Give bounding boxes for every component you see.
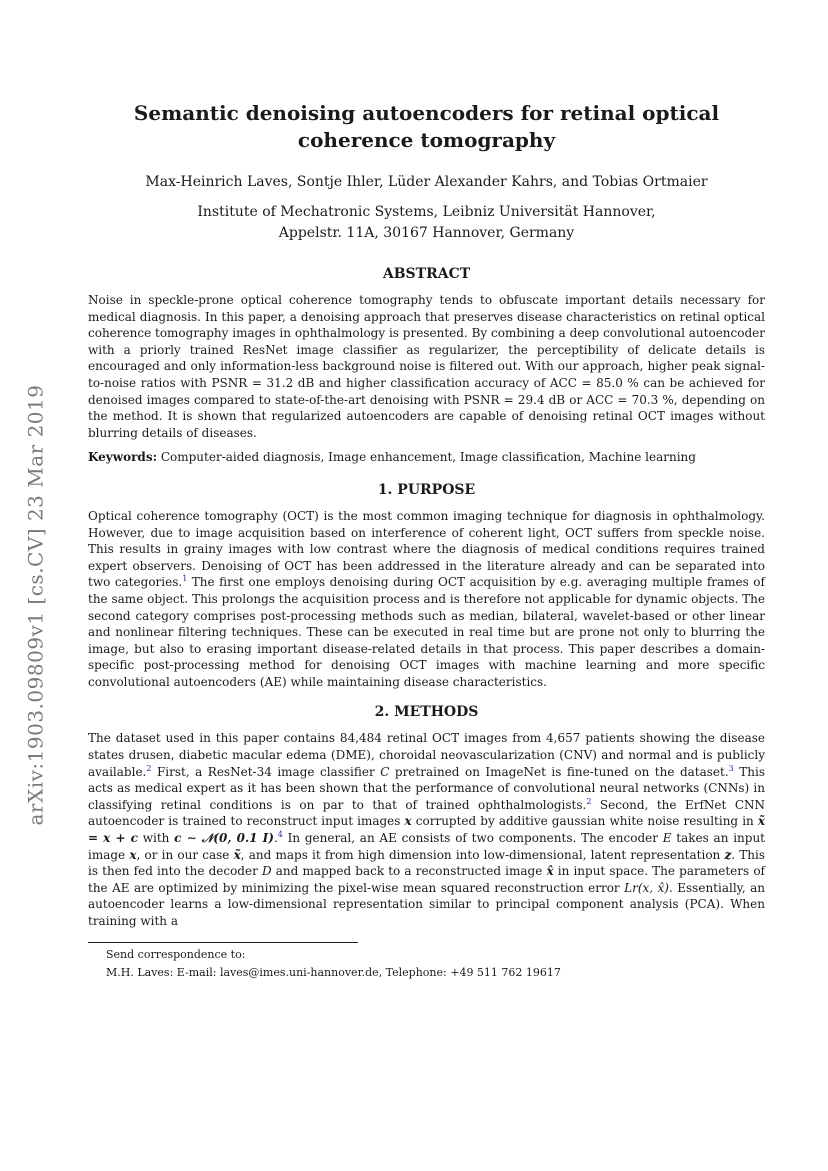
affiliation [88, 202, 765, 244]
purpose-text-part: Optical coherence tomography (OCT) is the most common imaging technique for diagnosis in ophthalmology. However, due to image acquisition based on interference of coherent light, OCT suffers from speckle noise. This results in grainy images with low contrast where the diagnosis of medical conditions requires trained expert observers. Denoising of OCT has been addressed in the literature already and can be separated into two categories. [88, 508, 765, 590]
methods-text-part: , or in our case [136, 847, 234, 862]
math-symbol: x̂ [546, 864, 554, 879]
methods-text-part: . [273, 831, 278, 846]
methods-text-part: . This is then fed into the decoder [88, 847, 766, 879]
section-heading-purpose: 1. PURPOSE [377, 481, 476, 498]
section-heading-methods: 2. METHODS [374, 704, 479, 721]
paper-title: Semantic denoising autoencoders for retinal optical coherence tomography [133, 101, 720, 152]
section-methods-text [88, 730, 765, 929]
math-equation: x̃ = x + c [88, 814, 765, 846]
abstract-heading: ABSTRACT [382, 266, 471, 282]
math-symbol: D [261, 864, 272, 879]
methods-text-part: corrupted by additive gaussian white noise resulting in [411, 814, 758, 829]
citation-link[interactable]: 3 [728, 763, 734, 773]
math-symbol: z [724, 847, 732, 862]
arxiv-stamp [20, 355, 50, 855]
keywords-label: Keywords: [88, 450, 158, 465]
methods-text-part: In general, an AE consists of two components. The encoder [282, 831, 663, 846]
math-symbol: x̃ [233, 847, 241, 862]
methods-text-part: and mapped back to a reconstructed image [271, 864, 547, 879]
footnote-line-1: Send correspondence to: [106, 948, 246, 961]
keywords [88, 449, 765, 466]
section-purpose-text [88, 508, 765, 691]
math-symbol: C [380, 764, 390, 779]
citation-link[interactable]: 2 [146, 763, 152, 773]
methods-text-part: with [137, 831, 175, 846]
paper-content [88, 100, 765, 930]
citation-link[interactable]: 4 [277, 830, 283, 840]
methods-text-part: First, a ResNet-34 image classifier [151, 764, 381, 779]
math-equation: c ∼ 𝒩(0, 0.1 I) [174, 831, 274, 846]
footnote-line-2: M.H. Laves: E-mail: laves@imes.uni-hannover.de, Telephone: +49 511 762 19617 [106, 966, 561, 979]
math-symbol: x [404, 814, 412, 829]
methods-text-part: The dataset used in this paper contains 84,484 retinal OCT images from 4,657 patients showing the disease states drusen, diabetic macular edema (DME), choroidal neovascularization (CNV) and normal and is publicly available. [88, 731, 765, 779]
correspondence-footnote [106, 946, 706, 982]
citation-link[interactable]: 1 [182, 574, 188, 584]
arxiv-identifier: arXiv:1903.09809v1 [cs.CV] 23 Mar 2019 [23, 384, 48, 826]
math-symbol: x [129, 847, 137, 862]
methods-text-part: Second, the ErfNet CNN autoencoder is trained to reconstruct input images [88, 797, 765, 829]
purpose-text-part: The first one employs denoising during OCT acquisition by e.g. averaging multiple frames of the same object. This prolongs the acquisition process and is therefore not applicable for dynamic objects. The second category comprises post-processing methods such as median, bilateral, wavelet-based or other linear and nonlinear filtering techniques. These can be executed in real time but are prone not only to blurring the image, but also to erasing important disease-related details in that process. This paper describes a domain-specific post-processing method for denoising OCT images with machine learning and more specific convolutional autoencoders (AE) while maintaining disease characteristics. [88, 575, 765, 689]
affiliation-line-1: Institute of Mechatronic Systems, Leibniz Universität Hannover, [197, 204, 656, 220]
footnote-divider [88, 942, 358, 943]
methods-text-part: takes an input image [88, 831, 766, 862]
abstract-text: Noise in speckle-prone optical coherence tomography tends to obfuscate important details necessary for medical diagnosis. In this paper, a denoising approach that preserves disease characteristics on retinal optical coherence tomography images in ophthalmology is presented. By combining a deep convolutional autoencoder with a priorly trained ResNet image classifier as regularizer, the perceptibility of delicate details is encouraged and only information-less background noise is filtered out. With our approach, higher peak signal-to-noise ratios with PSNR = 31.2 dB and higher classification accuracy of ACC = 85.0 % can be achieved for denoised images compared to state-of-the-art denoising with PSNR = 29.4 dB or ACC = 70.3 %, depending on the method. It is shown that regularized autoencoders are capable of denoising retinal OCT images without blurring details of diseases. [88, 293, 765, 440]
math-equation: Lr(x, x̂) [624, 880, 669, 895]
methods-text-part: pretrained on ImageNet is fine-tuned on the dataset. [389, 764, 729, 779]
keywords-text: Computer-aided diagnosis, Image enhancement, Image classification, Machine learning [160, 450, 696, 465]
author-list: Max-Heinrich Laves, Sontje Ihler, Lüder Alexander Kahrs, and Tobias Ortmaier [145, 174, 708, 190]
methods-text-part: . Essentially, an autoencoder learns a low-dimensional representation similar to principal component analysis (PCA). When training with a [88, 880, 765, 928]
math-symbol: E [662, 831, 672, 846]
methods-text-part: This acts as medical expert as it has been shown that the performance of convolutional neural networks (CNNs) in classifying retinal conditions is on par to that of trained ophthalmologists. [88, 764, 765, 812]
citation-link[interactable]: 2 [586, 796, 592, 806]
methods-text-part: , and maps it from high dimension into low-dimensional, latent representation [240, 847, 725, 862]
methods-text-part: in input space. The parameters of the AE are optimized by minimizing the pixel-wise mean squared reconstruction error [88, 864, 765, 895]
affiliation-line-2: Appelstr. 11A, 30167 Hannover, Germany [278, 225, 575, 241]
